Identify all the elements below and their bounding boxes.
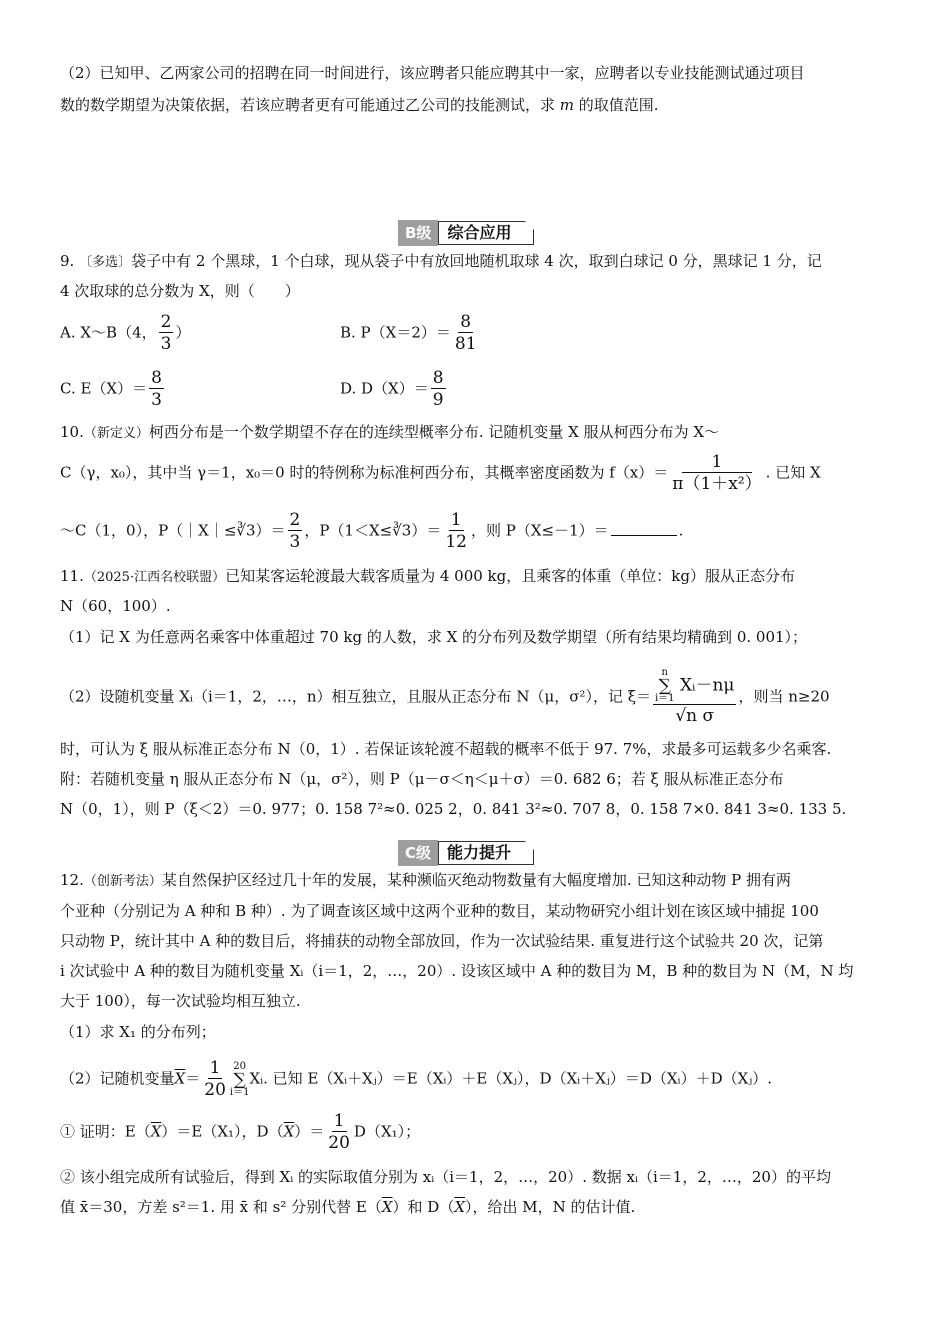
q10-stem-1: 10.（新定义）柯西分布是一个数学期望不存在的连续型概率分布. 记随机变量 X 服从柯西分布为 X～ bbox=[60, 423, 720, 441]
q12-stem-2: 个亚种（分别记为 A 种和 B 种）. 为了调查该区域中这两个亚种的数目，某动物研究小组计划在该区域中捕捉 100 bbox=[60, 902, 819, 920]
q12-stem-5: 大于 100），每一次试验均相互独立. bbox=[60, 992, 301, 1010]
q11-appendix-1: 附：若随机变量 η 服从正态分布 N（μ，σ²），则 P（μ－σ＜η＜μ＋σ）＝0. 682 6；若 ξ 服从标准正态分布 bbox=[60, 770, 784, 788]
section-name: 能力提升 bbox=[438, 841, 534, 865]
q12-part-2: （2）记随机变量$\overline{X}=$ $\frac{1}{20}$ 20 ∑ i＝1 Xᵢ. 已知 E（Xᵢ＋Xⱼ）＝E（Xᵢ）＋E（Xⱼ），D（Xᵢ＋Xⱼ）＝D（Xᵢ）＋D（Xⱼ）. bbox=[60, 1058, 773, 1100]
intro-line-1: （2）已知甲、乙两家公司的招聘在同一时间进行，该应聘者只能应聘其中一家，应聘者以专业技能测试通过项目 bbox=[60, 64, 805, 82]
q9-option-b: B. P（X＝2）＝ $\frac{8}{81}$ bbox=[340, 312, 477, 354]
q12-estimate-1: ② 该小组完成所有试验后，得到 Xᵢ 的实际取值分别为 xᵢ（i＝1，2，…，20）. 数据 xᵢ（i＝1，2，…，20）的平均 bbox=[60, 1168, 831, 1186]
q12-stem-4: i 次试验中 A 种的数目为随机变量 Xᵢ（i＝1，2，…，20）. 设该区域中 A 种的数目为 M，B 种的数目为 N（M，N 均 bbox=[60, 962, 854, 980]
q11-appendix-2: N（0，1），则 P（ξ＜2）＝0. 977；0. 158 7²≈0. 025 2，0. 841 3²≈0. 707 8，0. 158 7×0. 841 3≈0. 133 5. bbox=[60, 800, 847, 818]
intro-line-2: 数的数学期望为决策依据，若该应聘者更有可能通过乙公司的技能测试，求 m 的取值范围. bbox=[60, 96, 659, 114]
level-label: C级 bbox=[398, 840, 438, 866]
q9-stem-2: 4 次取球的总分数为 X，则（ ） bbox=[60, 282, 300, 300]
q9-option-a: A. X～B（4， $\frac{2}{3}$ ） bbox=[60, 312, 191, 354]
q11-stem-1: 11.（2025·江西名校联盟）已知某客运轮渡最大载客质量为 4 000 kg，且乘客的体重（单位：kg）服从正态分布 bbox=[60, 567, 795, 585]
q12-proof: ① 证明：$E(\overline{X})=E(X_1)$，$D(\overline{X})=$ $\frac{1}{20}$ D（X₁）； bbox=[60, 1111, 421, 1153]
section-name: 综合应用 bbox=[438, 221, 534, 245]
q10-stem-3: ～C（1，0），P（｜X｜≤∛3）＝ $\frac{2}{3}$ ，P（1＜X≤∛3）＝ $\frac{1}{12}$ ，则 P（X≤－1）＝ . bbox=[60, 510, 684, 552]
section-banner-b bbox=[398, 220, 534, 246]
q9-option-c: C. E（X）＝ $\frac{8}{3}$ bbox=[60, 368, 162, 410]
q9-stem-1: 9. 〔多选〕袋子中有 2 个黑球，1 个白球，现从袋子中有放回地随机取球 4 次，取到白球记 0 分，黑球记 1 分，记 bbox=[60, 252, 822, 270]
q10-stem-2: C（γ，x₀），其中当 γ＝1，x₀＝0 时的特例称为标准柯西分布，其概率密度函数为 f（x）＝ $\frac{1}{\text{π（1＋x²）}}$ . 已知 X bbox=[60, 452, 821, 494]
q12-part-1: （1）求 X₁ 的分布列； bbox=[60, 1023, 216, 1041]
q11-stem-2: N（60，100）. bbox=[60, 597, 171, 615]
q9-option-d: D. D（X）＝ $\frac{8}{9}$ bbox=[340, 368, 444, 410]
answer-blank bbox=[611, 535, 677, 536]
section-banner-c bbox=[398, 840, 534, 866]
q11-part-2: （2）设随机变量 Xᵢ（i＝1，2，…，n）相互独立，且服从正态分布 N（μ，σ²），记 ξ＝ n ∑ i＝1 Xᵢ－nμ √n σ ，则当 n≥20 bbox=[60, 667, 830, 726]
q11-part-2-cont: 时，可认为 ξ 服从标准正态分布 N（0，1）. 若保证该轮渡不超载的概率不低于 97. 7%，求最多可运载多少名乘客. bbox=[60, 740, 832, 758]
q12-stem-3: 只动物 P，统计其中 A 种的数目后，将捕获的动物全部放回，作为一次试验结果. 重复进行这个试验共 20 次，记第 bbox=[60, 932, 824, 950]
q12-stem-1: 12.（创新考法）某自然保护区经过几十年的发展，某种濒临灭绝动物数量有大幅度增加. 已知这种动物 P 拥有两 bbox=[60, 871, 792, 889]
q12-estimate-2: 值 x̄＝30，方差 s²＝1. 用 x̄ 和 s² 分别代替 $E(\overline{X})$和 $D(\overline{X})$，给出 M，N 的估计值. bbox=[60, 1198, 636, 1216]
q11-part-1: （1）记 X 为任意两名乘客中体重超过 70 kg 的人数，求 X 的分布列及数学期望（所有结果均精确到 0. 001）； bbox=[60, 628, 808, 646]
level-label: B级 bbox=[398, 220, 438, 246]
